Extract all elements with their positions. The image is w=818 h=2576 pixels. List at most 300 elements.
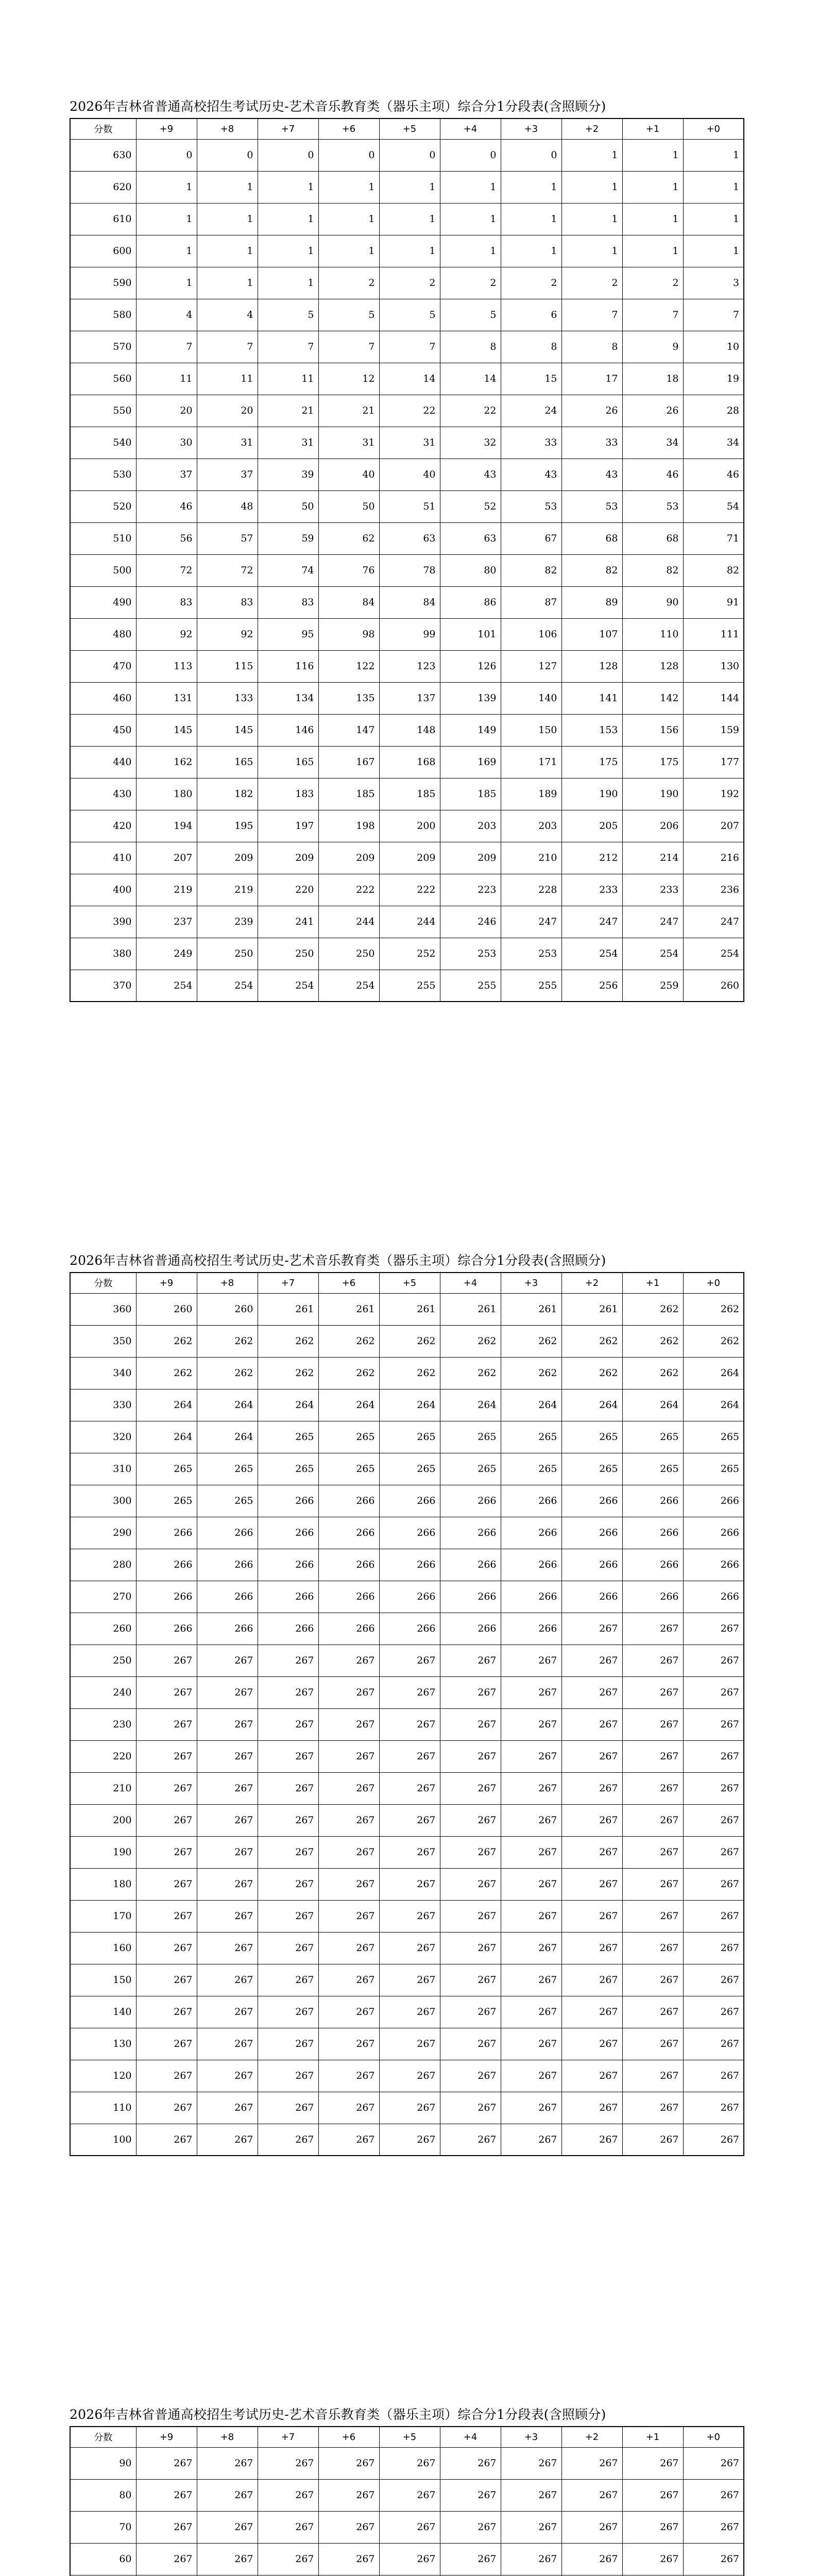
count-cell: 267 [379, 1804, 440, 1836]
column-header-offset: +8 [197, 118, 258, 139]
table-row [70, 1581, 744, 1613]
count-cell: 14 [440, 363, 501, 395]
count-cell: 264 [683, 1389, 744, 1421]
count-cell: 267 [379, 2092, 440, 2124]
table-row [70, 1453, 744, 1485]
count-cell: 247 [683, 906, 744, 938]
count-cell: 131 [136, 682, 197, 714]
count-cell: 261 [258, 1293, 318, 1325]
table-row [70, 746, 744, 778]
score-cell: 480 [70, 618, 136, 650]
count-cell: 209 [258, 842, 318, 874]
count-cell: 53 [501, 490, 561, 522]
count-cell: 267 [501, 1772, 561, 1804]
count-cell: 33 [501, 427, 561, 459]
table-row [70, 203, 744, 235]
table-row [70, 970, 744, 1002]
count-cell: 253 [440, 938, 501, 970]
column-header-offset: +0 [683, 1273, 744, 1293]
count-cell: 134 [258, 682, 318, 714]
count-cell: 265 [379, 1421, 440, 1453]
count-cell: 267 [622, 2028, 683, 2060]
count-cell: 267 [501, 1740, 561, 1772]
table-body [70, 139, 744, 1002]
column-header-offset: +3 [501, 2427, 561, 2447]
count-cell: 1 [197, 235, 258, 267]
count-cell: 267 [683, 2092, 744, 2124]
score-cell: 430 [70, 778, 136, 810]
count-cell: 185 [318, 778, 379, 810]
score-cell: 120 [70, 2060, 136, 2092]
count-cell: 262 [622, 1325, 683, 1357]
count-cell: 7 [683, 299, 744, 331]
column-header-score: 分数 [70, 2427, 136, 2447]
count-cell: 252 [379, 938, 440, 970]
count-cell: 241 [258, 906, 318, 938]
score-cell: 380 [70, 938, 136, 970]
count-cell: 1 [258, 171, 318, 203]
count-cell: 17 [561, 363, 622, 395]
count-cell: 267 [440, 1964, 501, 1996]
count-cell: 266 [501, 1549, 561, 1581]
column-header-offset: +1 [622, 1273, 683, 1293]
column-header-offset: +7 [258, 2427, 318, 2447]
score-cell: 70 [70, 2511, 136, 2543]
table-row [70, 267, 744, 299]
count-cell: 267 [197, 1676, 258, 1708]
count-cell: 261 [561, 1293, 622, 1325]
count-cell: 267 [379, 1740, 440, 1772]
count-cell: 7 [561, 299, 622, 331]
count-cell: 266 [561, 1549, 622, 1581]
count-cell: 194 [136, 810, 197, 842]
count-cell: 210 [501, 842, 561, 874]
score-cell: 60 [70, 2543, 136, 2575]
page-title: 2026年吉林省普通高校招生考试历史-艺术音乐教育类（器乐主项）综合分1分段表(含照顾分) [70, 1253, 606, 1268]
count-cell: 267 [197, 2092, 258, 2124]
count-cell: 267 [440, 1708, 501, 1740]
score-cell: 370 [70, 970, 136, 1002]
count-cell: 34 [622, 427, 683, 459]
count-cell: 266 [258, 1517, 318, 1549]
count-cell: 267 [197, 1740, 258, 1772]
column-header-offset: +8 [197, 1273, 258, 1293]
count-cell: 1 [501, 235, 561, 267]
count-cell: 267 [197, 2479, 258, 2511]
table-row [70, 1868, 744, 1900]
count-cell: 267 [379, 2479, 440, 2511]
table-row [70, 2543, 744, 2575]
count-cell: 233 [622, 874, 683, 906]
count-cell: 128 [561, 650, 622, 682]
score-cell: 150 [70, 1964, 136, 1996]
count-cell: 145 [136, 714, 197, 746]
count-cell: 46 [622, 459, 683, 490]
column-header-offset: +6 [318, 1273, 379, 1293]
count-cell: 266 [683, 1549, 744, 1581]
table-row [70, 1996, 744, 2028]
count-cell: 265 [318, 1421, 379, 1453]
count-cell: 266 [258, 1581, 318, 1613]
count-cell: 267 [501, 1868, 561, 1900]
count-cell: 265 [440, 1453, 501, 1485]
count-cell: 52 [440, 490, 501, 522]
score-cell: 620 [70, 171, 136, 203]
count-cell: 267 [683, 2479, 744, 2511]
column-header-score: 分数 [70, 118, 136, 139]
count-cell: 1 [136, 235, 197, 267]
count-cell: 267 [622, 2124, 683, 2156]
count-cell: 1 [197, 203, 258, 235]
count-cell: 267 [622, 1900, 683, 1932]
count-cell: 267 [136, 2060, 197, 2092]
count-cell: 207 [683, 810, 744, 842]
count-cell: 209 [440, 842, 501, 874]
count-cell: 267 [561, 1836, 622, 1868]
count-cell: 2 [379, 267, 440, 299]
score-table [70, 2426, 744, 2576]
table-row [70, 874, 744, 906]
count-cell: 5 [440, 299, 501, 331]
table-row [70, 1389, 744, 1421]
count-cell: 267 [561, 1772, 622, 1804]
count-cell: 59 [258, 522, 318, 554]
count-cell: 1 [622, 171, 683, 203]
score-cell: 200 [70, 1804, 136, 1836]
count-cell: 266 [136, 1549, 197, 1581]
count-cell: 5 [318, 299, 379, 331]
count-cell: 266 [440, 1549, 501, 1581]
count-cell: 267 [622, 1676, 683, 1708]
count-cell: 259 [622, 970, 683, 1002]
count-cell: 2 [622, 267, 683, 299]
count-cell: 267 [136, 1836, 197, 1868]
count-cell: 264 [561, 1389, 622, 1421]
count-cell: 43 [501, 459, 561, 490]
count-cell: 249 [136, 938, 197, 970]
score-cell: 610 [70, 203, 136, 235]
count-cell: 1 [561, 203, 622, 235]
count-cell: 266 [136, 1613, 197, 1645]
count-cell: 267 [440, 1932, 501, 1964]
count-cell: 260 [136, 1293, 197, 1325]
count-cell: 159 [683, 714, 744, 746]
count-cell: 26 [622, 395, 683, 427]
count-cell: 267 [318, 1932, 379, 1964]
count-cell: 267 [318, 2060, 379, 2092]
count-cell: 83 [136, 586, 197, 618]
count-cell: 28 [683, 395, 744, 427]
table-row [70, 2447, 744, 2479]
count-cell: 0 [440, 139, 501, 171]
count-cell: 267 [683, 1900, 744, 1932]
count-cell: 82 [561, 554, 622, 586]
count-cell: 264 [622, 1389, 683, 1421]
count-cell: 54 [683, 490, 744, 522]
count-cell: 165 [197, 746, 258, 778]
count-cell: 7 [318, 331, 379, 363]
count-cell: 267 [501, 1836, 561, 1868]
count-cell: 21 [258, 395, 318, 427]
count-cell: 267 [440, 1645, 501, 1676]
count-cell: 133 [197, 682, 258, 714]
count-cell: 262 [561, 1325, 622, 1357]
count-cell: 266 [561, 1517, 622, 1549]
count-cell: 267 [136, 2092, 197, 2124]
count-cell: 267 [379, 1772, 440, 1804]
column-header-score: 分数 [70, 1273, 136, 1293]
count-cell: 139 [440, 682, 501, 714]
table-header-row [70, 118, 744, 139]
count-cell: 267 [258, 1676, 318, 1708]
count-cell: 265 [561, 1453, 622, 1485]
count-cell: 53 [561, 490, 622, 522]
table-row [70, 1708, 744, 1740]
score-cell: 520 [70, 490, 136, 522]
count-cell: 135 [318, 682, 379, 714]
count-cell: 255 [379, 970, 440, 1002]
score-cell: 230 [70, 1708, 136, 1740]
count-cell: 261 [318, 1293, 379, 1325]
count-cell: 236 [683, 874, 744, 906]
count-cell: 8 [501, 331, 561, 363]
count-cell: 30 [136, 427, 197, 459]
count-cell: 3 [683, 267, 744, 299]
count-cell: 1 [440, 235, 501, 267]
count-cell: 267 [501, 1900, 561, 1932]
count-cell: 0 [197, 139, 258, 171]
count-cell: 0 [501, 139, 561, 171]
score-table-page-2 [70, 1249, 743, 2156]
count-cell: 267 [683, 1996, 744, 2028]
count-cell: 261 [440, 1293, 501, 1325]
count-cell: 264 [197, 1389, 258, 1421]
score-cell: 390 [70, 906, 136, 938]
count-cell: 4 [136, 299, 197, 331]
count-cell: 244 [379, 906, 440, 938]
count-cell: 267 [501, 2447, 561, 2479]
column-header-offset: +5 [379, 2427, 440, 2447]
count-cell: 9 [622, 331, 683, 363]
count-cell: 267 [136, 2543, 197, 2575]
count-cell: 267 [622, 2511, 683, 2543]
column-header-offset: +7 [258, 118, 318, 139]
count-cell: 267 [258, 2060, 318, 2092]
score-cell: 580 [70, 299, 136, 331]
count-cell: 171 [501, 746, 561, 778]
count-cell: 267 [318, 1964, 379, 1996]
count-cell: 267 [440, 1996, 501, 2028]
table-row [70, 235, 744, 267]
count-cell: 185 [440, 778, 501, 810]
count-cell: 266 [501, 1517, 561, 1549]
count-cell: 203 [440, 810, 501, 842]
count-cell: 68 [561, 522, 622, 554]
count-cell: 267 [318, 2479, 379, 2511]
count-cell: 267 [379, 2511, 440, 2543]
table-row [70, 2124, 744, 2156]
table-row [70, 1964, 744, 1996]
count-cell: 267 [136, 2028, 197, 2060]
count-cell: 267 [379, 1964, 440, 1996]
count-cell: 267 [501, 1996, 561, 2028]
count-cell: 267 [136, 1932, 197, 1964]
table-row [70, 1836, 744, 1868]
count-cell: 267 [561, 1676, 622, 1708]
table-row [70, 1676, 744, 1708]
count-cell: 267 [501, 2543, 561, 2575]
count-cell: 90 [622, 586, 683, 618]
column-header-offset: +4 [440, 1273, 501, 1293]
count-cell: 113 [136, 650, 197, 682]
score-cell: 530 [70, 459, 136, 490]
count-cell: 37 [197, 459, 258, 490]
count-cell: 265 [622, 1453, 683, 1485]
count-cell: 267 [622, 2092, 683, 2124]
count-cell: 266 [622, 1549, 683, 1581]
table-row [70, 363, 744, 395]
count-cell: 262 [136, 1357, 197, 1389]
table-row [70, 650, 744, 682]
count-cell: 266 [501, 1613, 561, 1645]
count-cell: 190 [561, 778, 622, 810]
count-cell: 209 [318, 842, 379, 874]
table-row [70, 906, 744, 938]
count-cell: 262 [561, 1357, 622, 1389]
column-header-offset: +6 [318, 2427, 379, 2447]
count-cell: 267 [622, 1645, 683, 1676]
count-cell: 267 [683, 1772, 744, 1804]
count-cell: 267 [683, 2124, 744, 2156]
count-cell: 267 [197, 2447, 258, 2479]
count-cell: 62 [318, 522, 379, 554]
count-cell: 267 [136, 2447, 197, 2479]
count-cell: 182 [197, 778, 258, 810]
count-cell: 265 [258, 1453, 318, 1485]
table-row [70, 1613, 744, 1645]
count-cell: 130 [683, 650, 744, 682]
count-cell: 185 [379, 778, 440, 810]
count-cell: 12 [318, 363, 379, 395]
count-cell: 200 [379, 810, 440, 842]
count-cell: 266 [379, 1613, 440, 1645]
count-cell: 8 [561, 331, 622, 363]
count-cell: 206 [622, 810, 683, 842]
score-cell: 600 [70, 235, 136, 267]
count-cell: 91 [683, 586, 744, 618]
count-cell: 233 [561, 874, 622, 906]
count-cell: 250 [318, 938, 379, 970]
count-cell: 244 [318, 906, 379, 938]
count-cell: 168 [379, 746, 440, 778]
count-cell: 150 [501, 714, 561, 746]
count-cell: 267 [683, 1645, 744, 1676]
count-cell: 86 [440, 586, 501, 618]
count-cell: 209 [379, 842, 440, 874]
count-cell: 1 [379, 235, 440, 267]
count-cell: 40 [379, 459, 440, 490]
table-row [70, 682, 744, 714]
count-cell: 40 [318, 459, 379, 490]
count-cell: 169 [440, 746, 501, 778]
count-cell: 260 [683, 970, 744, 1002]
count-cell: 267 [440, 2124, 501, 2156]
count-cell: 237 [136, 906, 197, 938]
score-cell: 360 [70, 1293, 136, 1325]
count-cell: 266 [197, 1581, 258, 1613]
count-cell: 1 [136, 171, 197, 203]
count-cell: 267 [622, 1996, 683, 2028]
count-cell: 267 [379, 1676, 440, 1708]
count-cell: 262 [197, 1325, 258, 1357]
count-cell: 267 [622, 1964, 683, 1996]
count-cell: 267 [136, 1676, 197, 1708]
count-cell: 20 [197, 395, 258, 427]
count-cell: 266 [318, 1485, 379, 1517]
count-cell: 98 [318, 618, 379, 650]
count-cell: 265 [197, 1453, 258, 1485]
count-cell: 267 [379, 1708, 440, 1740]
count-cell: 267 [379, 2543, 440, 2575]
score-cell: 630 [70, 139, 136, 171]
score-cell: 560 [70, 363, 136, 395]
column-header-offset: +2 [561, 118, 622, 139]
table-row [70, 2511, 744, 2543]
count-cell: 267 [318, 1708, 379, 1740]
page-title: 2026年吉林省普通高校招生考试历史-艺术音乐教育类（器乐主项）综合分1分段表(含照顾分) [70, 99, 606, 114]
count-cell: 267 [197, 2060, 258, 2092]
count-cell: 31 [379, 427, 440, 459]
table-row [70, 2479, 744, 2511]
count-cell: 267 [501, 1676, 561, 1708]
column-header-offset: +1 [622, 2427, 683, 2447]
count-cell: 0 [136, 139, 197, 171]
count-cell: 254 [318, 970, 379, 1002]
column-header-offset: +4 [440, 118, 501, 139]
count-cell: 10 [683, 331, 744, 363]
count-cell: 1 [197, 171, 258, 203]
score-table-page-1 [70, 95, 743, 1002]
count-cell: 1 [561, 235, 622, 267]
count-cell: 37 [136, 459, 197, 490]
count-cell: 1 [683, 171, 744, 203]
count-cell: 267 [561, 2543, 622, 2575]
count-cell: 267 [258, 1836, 318, 1868]
count-cell: 7 [197, 331, 258, 363]
count-cell: 265 [136, 1485, 197, 1517]
column-header-offset: +9 [136, 1273, 197, 1293]
count-cell: 267 [379, 2124, 440, 2156]
count-cell: 71 [683, 522, 744, 554]
score-cell: 570 [70, 331, 136, 363]
column-header-offset: +3 [501, 1273, 561, 1293]
count-cell: 122 [318, 650, 379, 682]
count-cell: 262 [683, 1293, 744, 1325]
count-cell: 265 [561, 1421, 622, 1453]
count-cell: 267 [318, 2543, 379, 2575]
count-cell: 266 [501, 1485, 561, 1517]
table-row [70, 522, 744, 554]
count-cell: 254 [197, 970, 258, 1002]
count-cell: 267 [136, 1740, 197, 1772]
count-cell: 267 [622, 1932, 683, 1964]
count-cell: 0 [379, 139, 440, 171]
count-cell: 267 [318, 1900, 379, 1932]
count-cell: 267 [561, 1804, 622, 1836]
count-cell: 92 [136, 618, 197, 650]
count-cell: 267 [258, 1772, 318, 1804]
score-cell: 350 [70, 1325, 136, 1357]
